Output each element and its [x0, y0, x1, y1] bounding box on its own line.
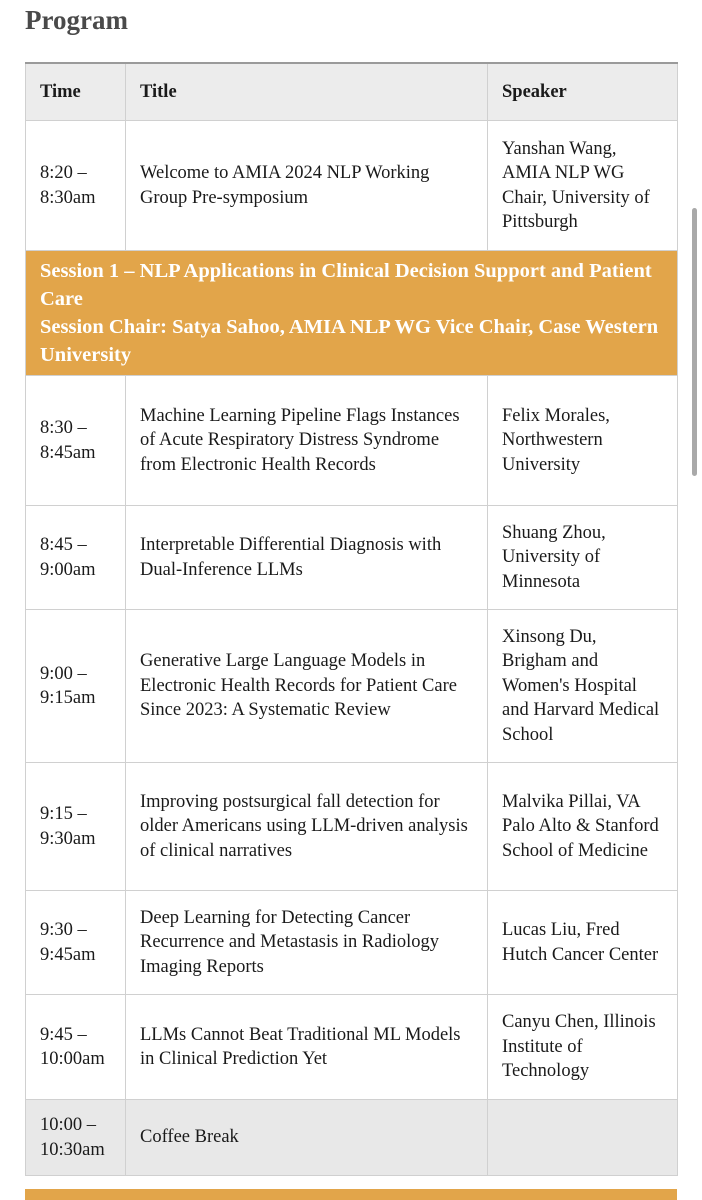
time-cell: 8:30 – 8:45am: [26, 376, 126, 506]
speaker-cell: [488, 1100, 678, 1176]
table-row: [26, 376, 678, 506]
time-cell: 9:30 – 9:45am: [26, 891, 126, 995]
speaker-cell: Malvika Pillai, VA Palo Alto & Stanford School of Medicine: [488, 763, 678, 891]
title-cell: Interpretable Differential Diagnosis with Dual-Inference LLMs: [126, 506, 488, 610]
speaker-cell: Yanshan Wang, AMIA NLP WG Chair, University of Pittsburgh: [488, 121, 678, 251]
time-cell: 9:00 – 9:15am: [26, 610, 126, 763]
program-table: [25, 62, 678, 1176]
next-session-band: [25, 1189, 677, 1200]
table-header-row: [26, 63, 678, 121]
session-header-row: [26, 251, 678, 376]
speaker-cell: Shuang Zhou, University of Minnesota: [488, 506, 678, 610]
title-cell: Improving postsurgical fall detection for older Americans using LLM-driven analysis of clinical narratives: [126, 763, 488, 891]
speaker-cell: Lucas Liu, Fred Hutch Cancer Center: [488, 891, 678, 995]
title-cell: Coffee Break: [126, 1100, 488, 1176]
session-title: Session 1 – NLP Applications in Clinical Decision Support and Patient Care: [40, 260, 652, 310]
session-header: [26, 251, 678, 376]
title-cell: Machine Learning Pipeline Flags Instances of Acute Respiratory Distress Syndrome from Electronic Health Records: [126, 376, 488, 506]
column-header-time: Time: [26, 63, 126, 121]
table-row: [26, 121, 678, 251]
speaker-cell: Felix Morales, Northwestern University: [488, 376, 678, 506]
speaker-cell: Xinsong Du, Brigham and Women's Hospital and Harvard Medical School: [488, 610, 678, 763]
column-header-title: Title: [126, 63, 488, 121]
break-row: [26, 1100, 678, 1176]
time-cell: 8:20 – 8:30am: [26, 121, 126, 251]
table-row: [26, 506, 678, 610]
table-row: [26, 891, 678, 995]
session-chair: Session Chair: Satya Sahoo, AMIA NLP WG Vice Chair, Case Western University: [40, 316, 659, 366]
title-cell: Welcome to AMIA 2024 NLP Working Group Pre-symposium: [126, 121, 488, 251]
time-cell: 9:45 – 10:00am: [26, 995, 126, 1100]
time-cell: 10:00 – 10:30am: [26, 1100, 126, 1176]
scrollbar[interactable]: [692, 208, 697, 476]
title-cell: LLMs Cannot Beat Traditional ML Models in Clinical Prediction Yet: [126, 995, 488, 1100]
time-cell: 8:45 – 9:00am: [26, 506, 126, 610]
page-title: Program: [25, 5, 128, 35]
speaker-cell: Canyu Chen, Illinois Institute of Technology: [488, 995, 678, 1100]
table-row: [26, 610, 678, 763]
title-cell: Generative Large Language Models in Electronic Health Records for Patient Care Since 2023: A Systematic Review: [126, 610, 488, 763]
time-cell: 9:15 – 9:30am: [26, 763, 126, 891]
table-row: [26, 995, 678, 1100]
table-row: [26, 763, 678, 891]
title-cell: Deep Learning for Detecting Cancer Recurrence and Metastasis in Radiology Imaging Reports: [126, 891, 488, 995]
column-header-speaker: Speaker: [488, 63, 678, 121]
